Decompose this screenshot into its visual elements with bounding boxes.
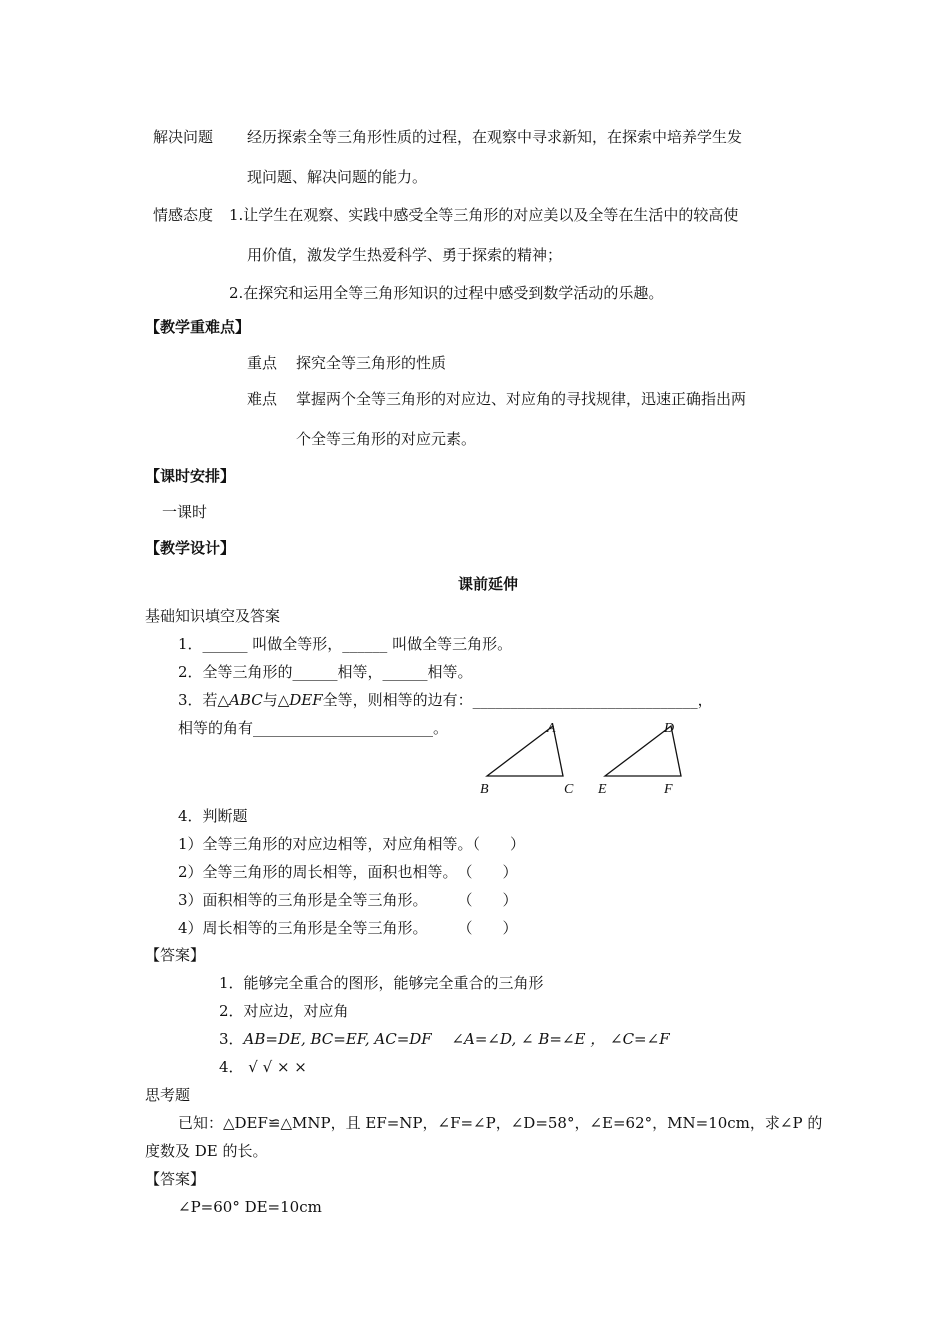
difficulty-line-1: 掌握两个全等三角形的对应边、对应角的寻找规律，迅速正确指出两 xyxy=(296,390,747,408)
design-subtitle: 课前延伸 xyxy=(458,575,519,593)
schedule-heading: 【课时安排】 xyxy=(145,467,236,485)
thinking-answer: ∠P=60° DE=10cm xyxy=(178,1198,322,1216)
question-3-line-1 xyxy=(178,690,713,710)
question-4: 4．判断题 xyxy=(178,807,248,825)
label-d: D xyxy=(664,721,675,736)
focus-label: 重点 xyxy=(247,354,278,372)
congruent-triangles-figure xyxy=(470,712,710,802)
thinking-heading: 思考题 xyxy=(145,1086,191,1104)
answer-4: 4． √ √ × × xyxy=(219,1058,307,1076)
answer-2: 2．对应边，对应角 xyxy=(219,1002,349,1020)
attitude-item-1-line-1: 1.让学生在观察、实践中感受全等三角形的对应美以及全等在生活中的较高使 xyxy=(229,206,739,224)
attitude-item-2: 2.在探究和运用全等三角形知识的过程中感受到数学活动的乐趣。 xyxy=(229,284,664,302)
attitude-item-1-line-2: 用价值，激发学生热爱科学、勇于探索的精神； xyxy=(247,246,563,264)
q3-def: DEF xyxy=(289,691,323,709)
thinking-answer-heading: 【答案】 xyxy=(145,1170,206,1188)
question-2: 2．全等三角形的______相等，______相等。 xyxy=(178,663,473,681)
question-3-line-2: 相等的角有________________________。 xyxy=(178,719,449,737)
answer-3 xyxy=(219,1029,670,1049)
answer-1: 1．能够完全重合的图形，能够完全重合的三角形 xyxy=(219,974,544,992)
judge-item-1: 1）全等三角形的对应边相等，对应角相等。（ ） xyxy=(178,835,526,853)
answer-3-num: 3． xyxy=(219,1030,244,1048)
schedule-text: 一课时 xyxy=(162,503,208,521)
thinking-line-2: 度数及 DE 的长。 xyxy=(145,1142,268,1160)
label-f: F xyxy=(664,782,673,797)
answer-3-text: AB=DE, BC=EF, AC=DF ∠A=∠D, ∠ B=∠E ， ∠C=∠F xyxy=(243,1030,670,1048)
problem-solving-line-2: 现问题、解决问题的能力。 xyxy=(247,168,428,186)
design-heading: 【教学设计】 xyxy=(145,539,236,557)
problem-solving-label: 解决问题 xyxy=(153,128,214,146)
judge-item-3: 3）面积相等的三角形是全等三角形。 （ ） xyxy=(178,891,518,909)
question-1: 1．______ 叫做全等形，______ 叫做全等三角形。 xyxy=(178,635,513,653)
label-b: B xyxy=(480,782,489,797)
q3-abc: ABC xyxy=(229,691,263,709)
label-e: E xyxy=(598,782,607,797)
q3-text-b: 与△ xyxy=(262,691,290,709)
label-c: C xyxy=(564,782,574,797)
answers-heading: 【答案】 xyxy=(145,946,206,964)
problem-solving-line-1: 经历探索全等三角形性质的过程，在观察中寻求新知，在探索中培养学生发 xyxy=(247,128,743,146)
focus-text: 探究全等三角形的性质 xyxy=(296,354,447,372)
thinking-line-1: 已知：△DEF≌△MNP，且 EF=NP，∠F=∠P，∠D=58°，∠E=62°，MN=10cm，求∠P 的 xyxy=(178,1114,823,1132)
q3-text-a: 3．若△ xyxy=(178,691,230,709)
difficulty-line-2: 个全等三角形的对应元素。 xyxy=(296,430,477,448)
attitude-label: 情感态度 xyxy=(153,206,214,224)
basic-section-title: 基础知识填空及答案 xyxy=(145,607,281,625)
key-points-heading: 【教学重难点】 xyxy=(145,318,251,336)
judge-item-4: 4）周长相等的三角形是全等三角形。 （ ） xyxy=(178,919,518,937)
difficulty-label: 难点 xyxy=(247,390,278,408)
judge-item-2: 2）全等三角形的周长相等，面积也相等。 （ ） xyxy=(178,863,518,881)
q3-text-c: 全等，则相等的边有：______________________________， xyxy=(322,691,713,709)
label-a: A xyxy=(547,721,556,736)
